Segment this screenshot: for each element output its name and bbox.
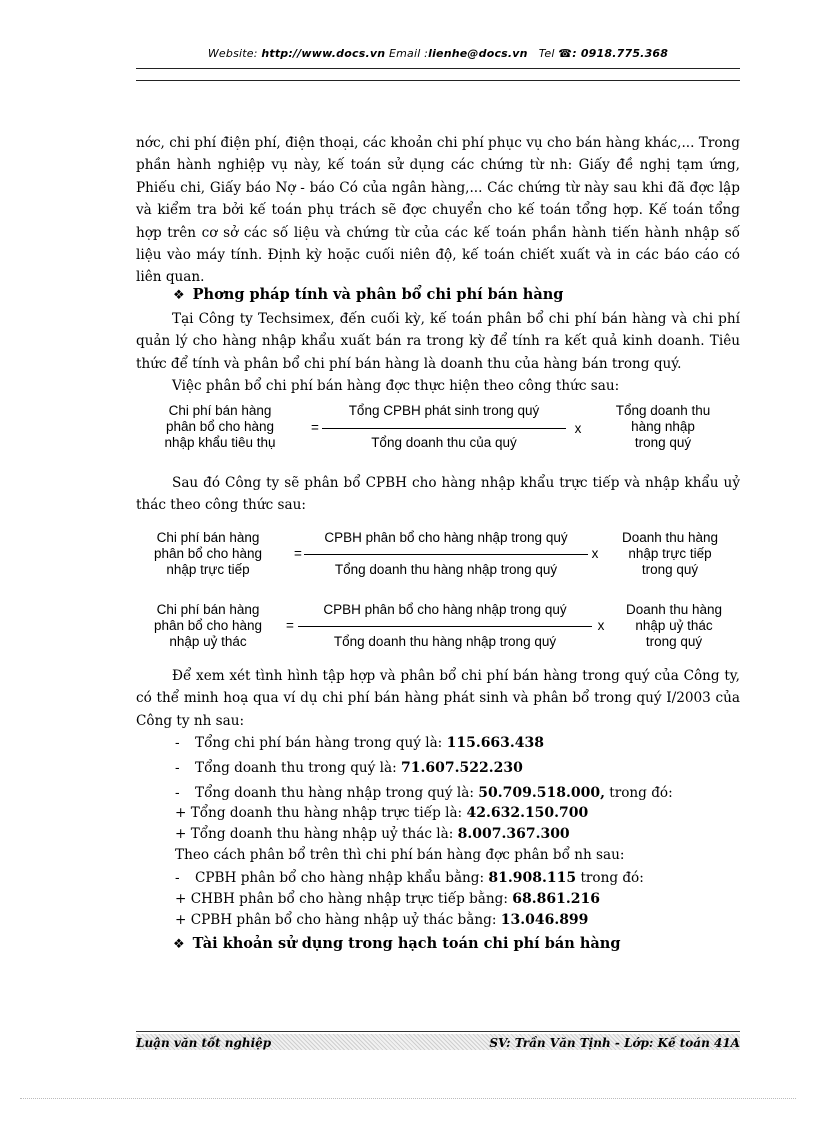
phone-icon: ☎ (558, 47, 573, 60)
formula-3-numerator: CPBH phân bổ cho hàng nhập trong quý (323, 602, 567, 617)
fraction-line (304, 554, 588, 555)
formula-3-equals: = (286, 618, 294, 633)
list-item: - Tổng chi phí bán hàng trong quý là: 115.663.438 (175, 735, 545, 751)
list-item: - Tổng doanh thu hàng nhập trong quý là: 50.709.518.000, trong đó: (175, 785, 673, 801)
formula-2-times: x (591, 546, 599, 561)
list-item: - Tổng doanh thu trong quý là: 71.607.522.230 (175, 760, 523, 776)
fraction-line (322, 428, 566, 429)
footer-student-info: SV: Trần Văn Tịnh - Lớp: Kế toán 41A (489, 1036, 740, 1050)
formula-1-numerator: Tổng CPBH phát sinh trong quý (348, 403, 540, 418)
formula-3-left: Chi phí bán hàng phân bổ cho hàng nhập uỷ thác (153, 602, 263, 649)
header-rule-2 (136, 80, 740, 81)
page-header (136, 47, 740, 60)
formula-2-numerator: CPBH phân bổ cho hàng nhập trong quý (324, 530, 568, 545)
formula-2-equals: = (294, 546, 302, 561)
page-bottom-border (20, 1098, 796, 1099)
tel-number: : 0918.775.368 (572, 47, 669, 60)
section-heading-allocation: ❖ Phơng pháp tính và phân bổ chi phí bán hàng (173, 286, 564, 303)
email-label: Email : (388, 47, 429, 60)
formula-1-left: Chi phí bán hàng phân bổ cho hàng nhập khẩu tiêu thụ (164, 403, 276, 450)
paragraph-intro: nớc, chi phí điện phí, điện thoại, các khoản chi phí phục vụ cho bán hàng khác,... Trong phần hành nghiệp vụ này, kế toán sử dụng các chứng từ nh: Giấy đề nghị tạm ứng, Phiếu chi, Giấy báo Nợ - báo Có của ngân hàng,... Các chứng từ này sau khi đã đợc lập và kiểm tra bởi kế toán phụ trách sẽ đợc chuyển cho kế toán tổng hợp. Kế toán tổng hợp trên cơ sở các số liệu và chứng từ của các kế toán phần hành tiến hành nhập số liệu vào máy tính. Định kỳ hoặc cuối niên độ, kế toán chiết xuất và in các báo cáo có liên quan. (136, 135, 740, 286)
formula-1-equals: = (311, 420, 319, 435)
list-item: Theo cách phân bổ trên thì chi phí bán hàng đợc phân bổ nh sau: (175, 847, 625, 863)
website-link[interactable]: http://www.docs.vn (261, 47, 386, 60)
formula-1-denominator: Tổng doanh thu của quý (371, 435, 517, 450)
tel-label: Tel (538, 47, 555, 60)
header-rule (136, 68, 740, 69)
email-link[interactable]: lienhe@docs.vn (428, 47, 528, 60)
paragraph-example-intro: Để xem xét tình hình tập hợp và phân bổ chi phí bán hàng trong quý của Công ty, có thể minh hoạ qua ví dụ chi phí bán hàng phát sinh và phân bổ trong quý I/2003 của Công ty nh sau: (136, 668, 740, 729)
formula-1-right: Tổng doanh thu hàng nhập trong quý (615, 403, 711, 450)
fraction-line (298, 626, 592, 627)
formula-2-right: Doanh thu hàng nhập trực tiếp trong quý (621, 530, 719, 577)
list-item: + Tổng doanh thu hàng nhập trực tiếp là: 42.632.150.700 (175, 805, 589, 821)
footer-rule (136, 1031, 740, 1032)
section-heading-accounts: ❖ Tài khoản sử dụng trong hạch toán chi phí bán hàng (173, 935, 621, 952)
formula-1-times: x (574, 421, 582, 436)
diamond-bullet-icon: ❖ (173, 937, 185, 952)
list-item: - CPBH phân bổ cho hàng nhập khẩu bằng: 81.908.115 trong đó: (175, 870, 644, 886)
paragraph-method: Tại Công ty Techsimex, đến cuối kỳ, kế toán phân bổ chi phí bán hàng và chi phí quản lý cho hàng nhập khẩu xuất bán ra trong kỳ để tính ra kết quả kinh doanh. Tiêu thức để tính và phân bổ chi phí bán hàng là doanh thu của hàng bán trong quý. (136, 311, 740, 372)
formula-2-left: Chi phí bán hàng phân bổ cho hàng nhập trực tiếp (153, 530, 263, 577)
diamond-bullet-icon: ❖ (173, 288, 185, 303)
list-item: + CPBH phân bổ cho hàng nhập uỷ thác bằng: 13.046.899 (175, 912, 589, 928)
website-label: Website: (207, 47, 258, 60)
formula-3-right: Doanh thu hàng nhập uỷ thác trong quý (625, 602, 723, 649)
list-item: + CHBH phân bổ cho hàng nhập trực tiếp bằng: 68.861.216 (175, 891, 600, 907)
formula-2-denominator: Tổng doanh thu hàng nhập trong quý (334, 562, 558, 577)
formula-3-times: x (597, 618, 605, 633)
list-item: + Tổng doanh thu hàng nhập uỷ thác là: 8.007.367.300 (175, 826, 570, 842)
paragraph-formula-intro: Việc phân bổ chi phí bán hàng đợc thực hiện theo công thức sau: (172, 378, 620, 394)
footer-thesis-label: Luận văn tốt nghiệp (136, 1036, 272, 1050)
paragraph-subsequent: Sau đó Công ty sẽ phân bổ CPBH cho hàng nhập khẩu trực tiếp và nhập khẩu uỷ thác theo công thức sau: (136, 475, 740, 514)
formula-3-denominator: Tổng doanh thu hàng nhập trong quý (333, 634, 557, 649)
